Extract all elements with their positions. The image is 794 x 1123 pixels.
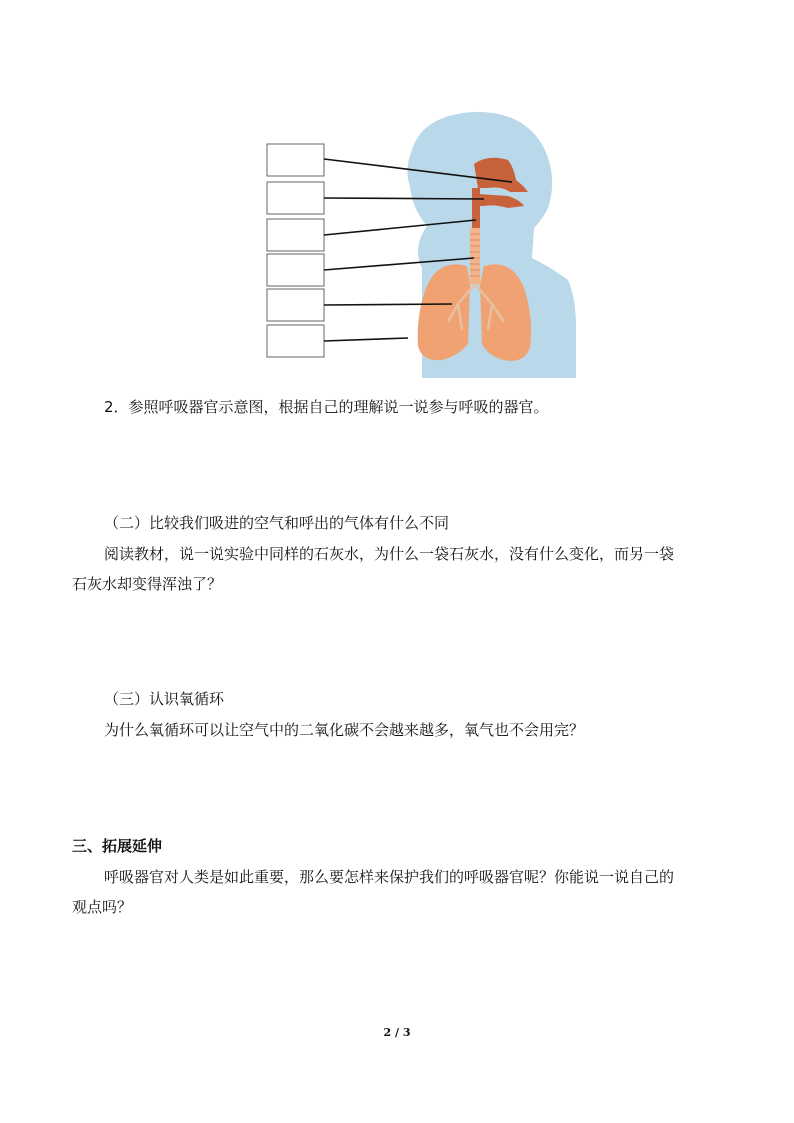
extension-text-line-1: 呼吸器官对人类是如此重要，那么要怎样来保护我们的呼吸器官呢？你能说一说自己的	[104, 868, 675, 886]
respiratory-diagram	[262, 108, 582, 380]
section-3-text-line-1: 为什么氧循环可以让空气中的二氧化碳不会越来越多，氧气也不会用完？	[104, 721, 585, 739]
extension-text-line-2: 观点吗？	[72, 898, 133, 916]
extension-heading: 三、拓展延伸	[72, 837, 163, 855]
pharynx	[472, 188, 480, 228]
question-2: 2．参照呼吸器官示意图，根据自己的理解说一说参与呼吸的器官。	[104, 398, 549, 416]
label-box-lung[interactable]	[267, 325, 324, 357]
respiratory-diagram-svg	[262, 108, 582, 380]
label-box-nose[interactable]	[267, 144, 324, 176]
label-box-bronchi[interactable]	[267, 289, 324, 321]
section-3-heading: （三）认识氧循环	[104, 690, 225, 708]
label-box-pharynx[interactable]	[267, 182, 324, 214]
section-2-heading: （二）比较我们吸进的空气和呼出的气体有什么不同	[104, 514, 450, 532]
label-box-larynx[interactable]	[267, 219, 324, 251]
label-box-trachea[interactable]	[267, 254, 324, 286]
section-2-text-line-2: 石灰水却变得浑浊了？	[72, 575, 223, 593]
page-number: 2 / 3	[383, 1026, 411, 1039]
section-2-text-line-1: 阅读教材，说一说实验中同样的石灰水，为什么一袋石灰水，没有什么变化，而另一袋	[104, 545, 675, 563]
